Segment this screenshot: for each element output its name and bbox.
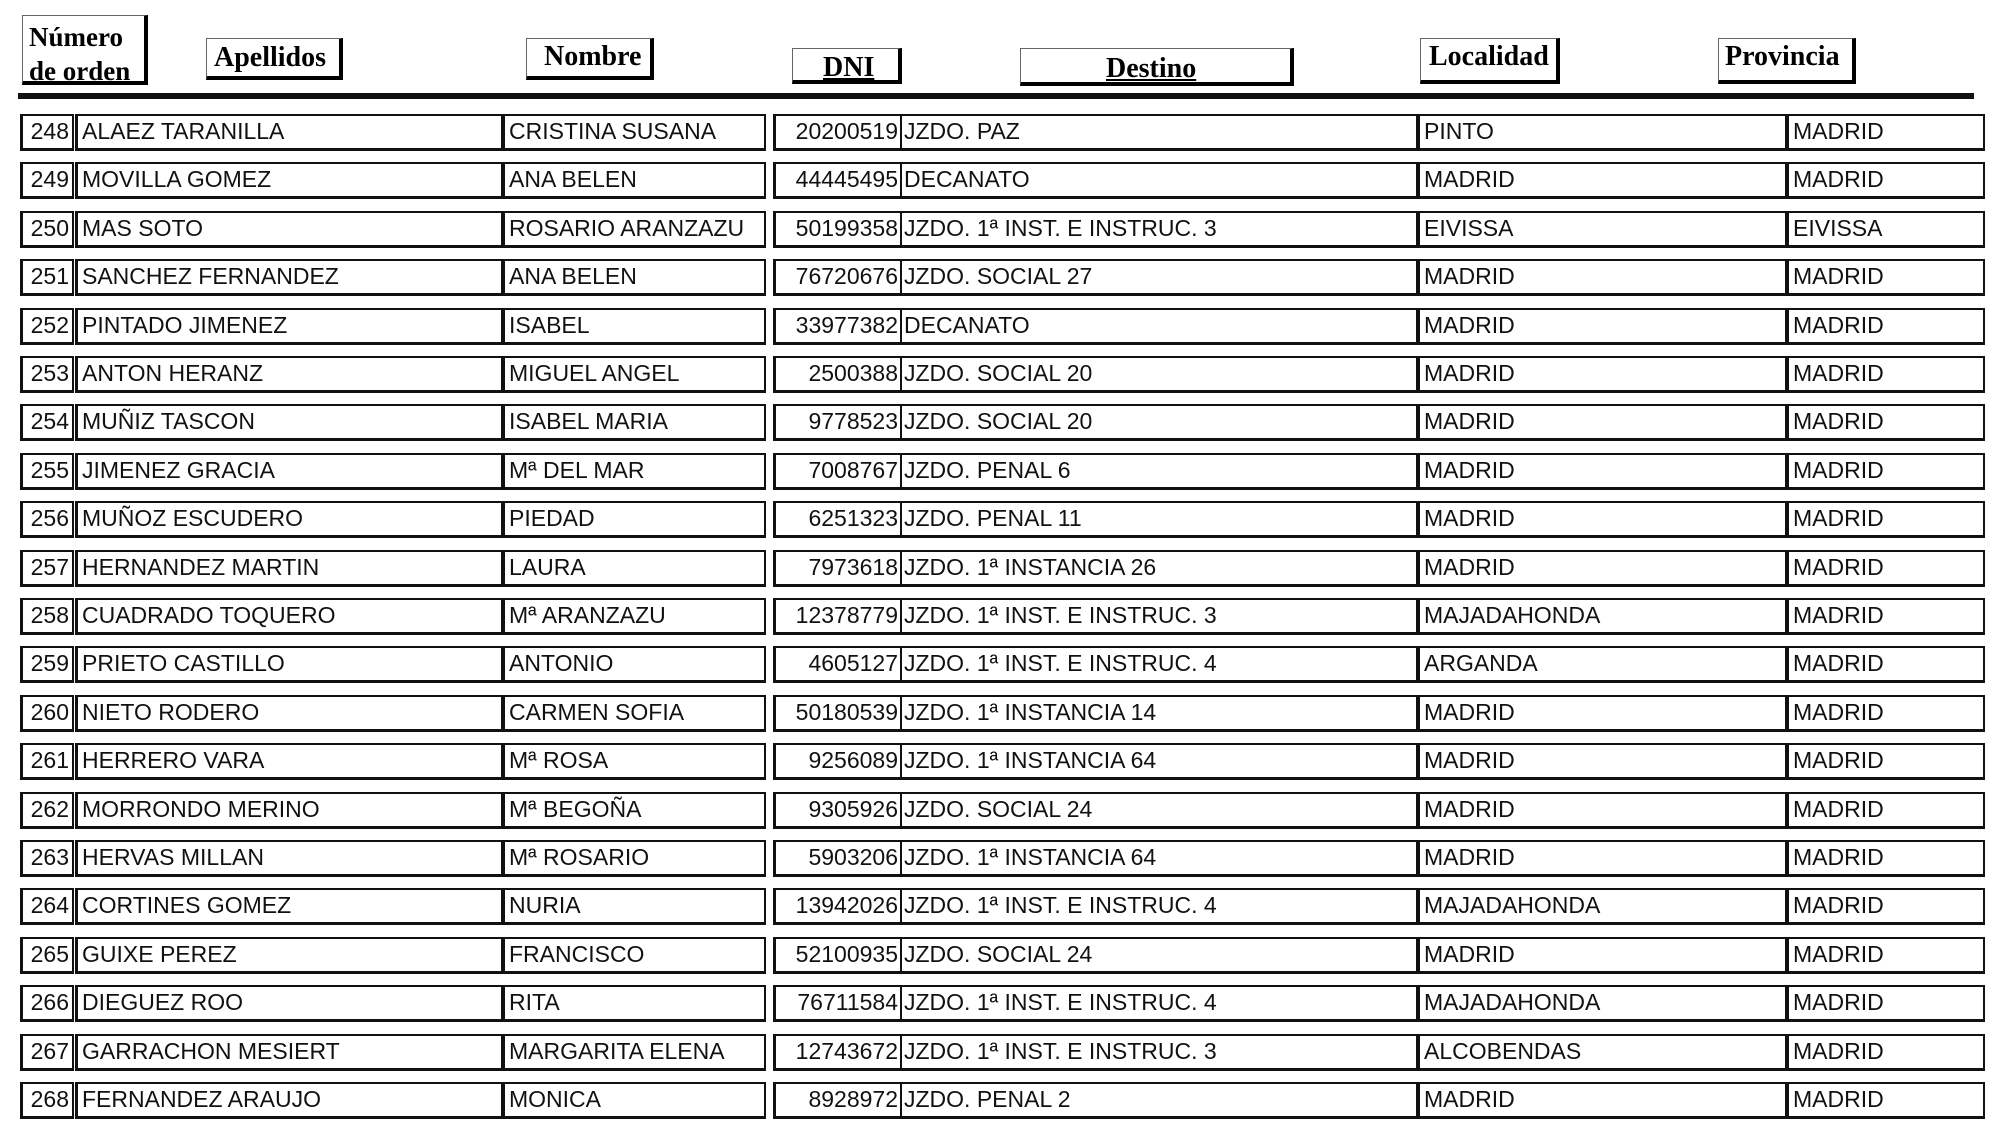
row-apellidos-cell: MUÑIZ TASCON: [75, 404, 503, 441]
row-dni-cell: 33977382: [773, 308, 900, 345]
row-apellidos-cell: CORTINES GOMEZ: [75, 888, 503, 925]
row-nombre-cell: CARMEN SOFIA: [502, 695, 766, 732]
row-localidad-cell: MAJADAHONDA: [1416, 598, 1787, 635]
row-numero-cell: 260: [20, 695, 74, 732]
table-row: [0, 114, 2000, 151]
row-localidad-cell: MAJADAHONDA: [1416, 888, 1787, 925]
header-localidad: Localidad: [1420, 38, 1560, 84]
row-provincia-cell: MADRID: [1785, 259, 1985, 296]
row-numero-cell: 249: [20, 162, 74, 199]
row-dni-cell: 5903206: [773, 840, 900, 877]
row-numero-cell: 266: [20, 985, 74, 1022]
row-nombre-cell: Mª ROSARIO: [502, 840, 766, 877]
row-localidad-cell: MADRID: [1416, 695, 1787, 732]
row-destino-cell: JZDO. 1ª INSTANCIA 14: [900, 695, 1416, 732]
row-apellidos-cell: MORRONDO MERINO: [75, 792, 503, 829]
row-numero-cell: 255: [20, 453, 74, 490]
row-destino-cell: JZDO. 1ª INSTANCIA 26: [900, 550, 1416, 587]
row-apellidos-cell: MUÑOZ ESCUDERO: [75, 501, 503, 538]
row-nombre-cell: ISABEL: [502, 308, 766, 345]
row-nombre-cell: ANTONIO: [502, 646, 766, 683]
row-localidad-cell: MADRID: [1416, 792, 1787, 829]
row-numero-cell: 253: [20, 356, 74, 393]
row-apellidos-cell: GARRACHON MESIERT: [75, 1034, 503, 1071]
row-numero-cell: 267: [20, 1034, 74, 1071]
row-dni-cell: 12378779: [773, 598, 900, 635]
header-divider: [18, 93, 1974, 99]
row-nombre-cell: LAURA: [502, 550, 766, 587]
row-apellidos-cell: HERRERO VARA: [75, 743, 503, 780]
row-apellidos-cell: PRIETO CASTILLO: [75, 646, 503, 683]
row-provincia-cell: EIVISSA: [1785, 211, 1985, 248]
row-numero-cell: 256: [20, 501, 74, 538]
row-provincia-cell: MADRID: [1785, 356, 1985, 393]
table-row: [0, 1034, 2000, 1071]
row-provincia-cell: MADRID: [1785, 162, 1985, 199]
row-destino-cell: DECANATO: [900, 308, 1416, 345]
table-row: [0, 211, 2000, 248]
row-apellidos-cell: HERNANDEZ MARTIN: [75, 550, 503, 587]
row-nombre-cell: MARGARITA ELENA: [502, 1034, 766, 1071]
row-apellidos-cell: DIEGUEZ ROO: [75, 985, 503, 1022]
row-provincia-cell: MADRID: [1785, 550, 1985, 587]
table-row: [0, 259, 2000, 296]
row-destino-cell: JZDO. PENAL 2: [900, 1082, 1416, 1119]
row-provincia-cell: MADRID: [1785, 308, 1985, 345]
row-provincia-cell: MADRID: [1785, 1034, 1985, 1071]
row-numero-cell: 254: [20, 404, 74, 441]
table-row: [0, 162, 2000, 199]
row-localidad-cell: MADRID: [1416, 308, 1787, 345]
row-apellidos-cell: MAS SOTO: [75, 211, 503, 248]
row-localidad-cell: MADRID: [1416, 453, 1787, 490]
row-numero-cell: 258: [20, 598, 74, 635]
row-numero-cell: 257: [20, 550, 74, 587]
header-destino: Destino: [1020, 48, 1294, 86]
row-numero-cell: 265: [20, 937, 74, 974]
table-row: [0, 356, 2000, 393]
header-dni: DNI: [792, 48, 902, 84]
row-destino-cell: JZDO. PENAL 11: [900, 501, 1416, 538]
row-dni-cell: 6251323: [773, 501, 900, 538]
row-provincia-cell: MADRID: [1785, 792, 1985, 829]
table-row: [0, 501, 2000, 538]
row-nombre-cell: ANA BELEN: [502, 162, 766, 199]
row-nombre-cell: Mª BEGOÑA: [502, 792, 766, 829]
row-destino-cell: JZDO. 1ª INST. E INSTRUC. 3: [900, 598, 1416, 635]
header-apellidos: Apellidos: [206, 38, 343, 80]
row-provincia-cell: MADRID: [1785, 598, 1985, 635]
row-dni-cell: 7973618: [773, 550, 900, 587]
table-row: [0, 743, 2000, 780]
row-localidad-cell: ALCOBENDAS: [1416, 1034, 1787, 1071]
row-localidad-cell: MADRID: [1416, 501, 1787, 538]
row-nombre-cell: MIGUEL ANGEL: [502, 356, 766, 393]
row-localidad-cell: MADRID: [1416, 356, 1787, 393]
row-dni-cell: 52100935: [773, 937, 900, 974]
row-destino-cell: JZDO. SOCIAL 20: [900, 356, 1416, 393]
header-orden-line1: Número: [29, 22, 123, 52]
table-row: [0, 598, 2000, 635]
row-provincia-cell: MADRID: [1785, 501, 1985, 538]
row-destino-cell: JZDO. SOCIAL 20: [900, 404, 1416, 441]
row-apellidos-cell: MOVILLA GOMEZ: [75, 162, 503, 199]
row-localidad-cell: MADRID: [1416, 840, 1787, 877]
row-localidad-cell: EIVISSA: [1416, 211, 1787, 248]
row-provincia-cell: MADRID: [1785, 114, 1985, 151]
row-dni-cell: 9778523: [773, 404, 900, 441]
row-dni-cell: 2500388: [773, 356, 900, 393]
row-localidad-cell: MADRID: [1416, 162, 1787, 199]
row-dni-cell: 7008767: [773, 453, 900, 490]
row-destino-cell: DECANATO: [900, 162, 1416, 199]
row-provincia-cell: MADRID: [1785, 985, 1985, 1022]
row-nombre-cell: PIEDAD: [502, 501, 766, 538]
row-nombre-cell: ROSARIO ARANZAZU: [502, 211, 766, 248]
row-nombre-cell: FRANCISCO: [502, 937, 766, 974]
table-row: [0, 937, 2000, 974]
row-numero-cell: 251: [20, 259, 74, 296]
row-destino-cell: JZDO. 1ª INST. E INSTRUC. 4: [900, 888, 1416, 925]
header-nombre: Nombre: [526, 38, 654, 80]
header-provincia: Provincia: [1718, 38, 1856, 84]
row-nombre-cell: ANA BELEN: [502, 259, 766, 296]
row-nombre-cell: Mª DEL MAR: [502, 453, 766, 490]
table-row: [0, 453, 2000, 490]
row-destino-cell: JZDO. 1ª INST. E INSTRUC. 3: [900, 1034, 1416, 1071]
row-numero-cell: 252: [20, 308, 74, 345]
row-destino-cell: JZDO. SOCIAL 24: [900, 937, 1416, 974]
row-dni-cell: 8928972: [773, 1082, 900, 1119]
row-dni-cell: 9305926: [773, 792, 900, 829]
row-numero-cell: 268: [20, 1082, 74, 1119]
row-dni-cell: 12743672: [773, 1034, 900, 1071]
row-dni-cell: 76711584: [773, 985, 900, 1022]
row-numero-cell: 261: [20, 743, 74, 780]
row-dni-cell: 20200519: [773, 114, 900, 151]
row-localidad-cell: MADRID: [1416, 259, 1787, 296]
row-nombre-cell: Mª ARANZAZU: [502, 598, 766, 635]
table-row: [0, 888, 2000, 925]
row-dni-cell: 44445495: [773, 162, 900, 199]
table-row: [0, 550, 2000, 587]
row-localidad-cell: ARGANDA: [1416, 646, 1787, 683]
row-destino-cell: JZDO. 1ª INST. E INSTRUC. 3: [900, 211, 1416, 248]
row-localidad-cell: MADRID: [1416, 550, 1787, 587]
row-numero-cell: 250: [20, 211, 74, 248]
row-numero-cell: 248: [20, 114, 74, 151]
table-row: [0, 695, 2000, 732]
table-row: [0, 840, 2000, 877]
row-provincia-cell: MADRID: [1785, 888, 1985, 925]
row-localidad-cell: MADRID: [1416, 743, 1787, 780]
table-row: [0, 792, 2000, 829]
row-localidad-cell: MAJADAHONDA: [1416, 985, 1787, 1022]
row-destino-cell: JZDO. SOCIAL 27: [900, 259, 1416, 296]
table-row: [0, 308, 2000, 345]
row-apellidos-cell: ALAEZ TARANILLA: [75, 114, 503, 151]
row-apellidos-cell: FERNANDEZ ARAUJO: [75, 1082, 503, 1119]
row-dni-cell: 13942026: [773, 888, 900, 925]
table-row: [0, 1082, 2000, 1119]
row-localidad-cell: PINTO: [1416, 114, 1787, 151]
row-provincia-cell: MADRID: [1785, 937, 1985, 974]
row-numero-cell: 264: [20, 888, 74, 925]
row-destino-cell: JZDO. PENAL 6: [900, 453, 1416, 490]
row-nombre-cell: RITA: [502, 985, 766, 1022]
row-dni-cell: 4605127: [773, 646, 900, 683]
row-destino-cell: JZDO. 1ª INSTANCIA 64: [900, 743, 1416, 780]
table-row: [0, 646, 2000, 683]
row-apellidos-cell: ANTON HERANZ: [75, 356, 503, 393]
row-nombre-cell: ISABEL MARIA: [502, 404, 766, 441]
row-localidad-cell: MADRID: [1416, 404, 1787, 441]
header-numero-de-orden: [22, 15, 148, 85]
row-destino-cell: JZDO. 1ª INSTANCIA 64: [900, 840, 1416, 877]
row-destino-cell: JZDO. 1ª INST. E INSTRUC. 4: [900, 985, 1416, 1022]
row-dni-cell: 50199358: [773, 211, 900, 248]
row-provincia-cell: MADRID: [1785, 695, 1985, 732]
row-nombre-cell: CRISTINA SUSANA: [502, 114, 766, 151]
row-provincia-cell: MADRID: [1785, 743, 1985, 780]
row-nombre-cell: Mª ROSA: [502, 743, 766, 780]
row-numero-cell: 259: [20, 646, 74, 683]
row-destino-cell: JZDO. PAZ: [900, 114, 1416, 151]
table-row: [0, 985, 2000, 1022]
row-provincia-cell: MADRID: [1785, 404, 1985, 441]
row-localidad-cell: MADRID: [1416, 937, 1787, 974]
row-dni-cell: 50180539: [773, 695, 900, 732]
table-row: [0, 404, 2000, 441]
row-dni-cell: 9256089: [773, 743, 900, 780]
row-localidad-cell: MADRID: [1416, 1082, 1787, 1119]
row-apellidos-cell: GUIXE PEREZ: [75, 937, 503, 974]
row-apellidos-cell: PINTADO JIMENEZ: [75, 308, 503, 345]
row-apellidos-cell: SANCHEZ FERNANDEZ: [75, 259, 503, 296]
row-nombre-cell: NURIA: [502, 888, 766, 925]
row-destino-cell: JZDO. SOCIAL 24: [900, 792, 1416, 829]
row-apellidos-cell: JIMENEZ GRACIA: [75, 453, 503, 490]
row-numero-cell: 263: [20, 840, 74, 877]
row-apellidos-cell: NIETO RODERO: [75, 695, 503, 732]
row-numero-cell: 262: [20, 792, 74, 829]
row-destino-cell: JZDO. 1ª INST. E INSTRUC. 4: [900, 646, 1416, 683]
row-provincia-cell: MADRID: [1785, 646, 1985, 683]
row-apellidos-cell: CUADRADO TOQUERO: [75, 598, 503, 635]
row-provincia-cell: MADRID: [1785, 453, 1985, 490]
row-nombre-cell: MONICA: [502, 1082, 766, 1119]
row-provincia-cell: MADRID: [1785, 1082, 1985, 1119]
row-dni-cell: 76720676: [773, 259, 900, 296]
row-provincia-cell: MADRID: [1785, 840, 1985, 877]
header-orden-line2: de orden: [29, 56, 131, 86]
row-apellidos-cell: HERVAS MILLAN: [75, 840, 503, 877]
